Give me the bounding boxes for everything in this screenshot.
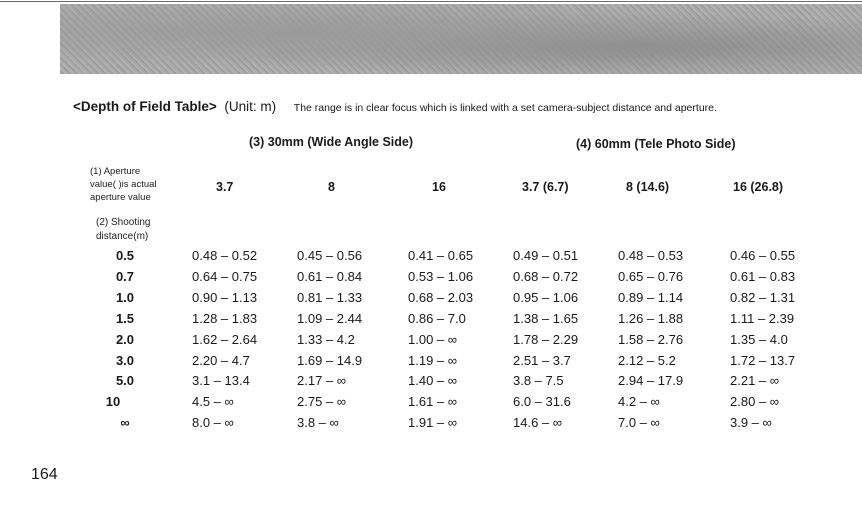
aperture-header: 3.7 (6.7) bbox=[522, 180, 569, 194]
title-description: The range is in clear focus which is linked with a set camera-subject distance and aperture. bbox=[293, 102, 717, 114]
distance-label: 10 bbox=[105, 394, 121, 409]
dof-range-cell: 1.69 – 14.9 bbox=[297, 353, 363, 368]
dof-range-cell: 0.95 – 1.06 bbox=[513, 290, 579, 305]
dof-range-cell: 4.5 – ∞ bbox=[192, 394, 234, 409]
distance-note bbox=[96, 216, 150, 244]
aperture-note-line: value( )is actual bbox=[90, 179, 157, 190]
dof-range-cell: 1.38 – 1.65 bbox=[513, 311, 579, 326]
dof-range-cell: 0.48 – 0.53 bbox=[618, 248, 684, 263]
dof-range-cell: 2.80 – ∞ bbox=[730, 394, 780, 409]
dof-range-cell: 0.64 – 0.75 bbox=[192, 269, 258, 284]
dof-range-cell: 0.65 – 0.76 bbox=[618, 269, 684, 284]
aperture-note-line: (1) Aperture bbox=[90, 166, 141, 177]
table-row bbox=[0, 330, 862, 351]
dof-range-cell: 1.09 – 2.44 bbox=[297, 311, 363, 326]
distance-label: ∞ bbox=[120, 415, 130, 430]
table-row bbox=[0, 288, 862, 309]
dof-range-cell: 0.61 – 0.84 bbox=[297, 269, 363, 284]
table-row bbox=[0, 351, 862, 372]
dof-range-cell: 7.0 – ∞ bbox=[618, 415, 660, 430]
dof-range-cell: 0.41 – 0.65 bbox=[408, 248, 474, 263]
dof-range-cell: 14.6 – ∞ bbox=[513, 415, 563, 430]
dof-range-cell: 1.35 – 4.0 bbox=[730, 332, 788, 347]
aperture-note bbox=[90, 165, 157, 204]
dof-range-cell: 1.72 – 13.7 bbox=[730, 353, 796, 368]
distance-label: 0.7 bbox=[115, 269, 135, 284]
aperture-note-line: aperture value bbox=[90, 192, 151, 203]
dof-range-cell: 2.51 – 3.7 bbox=[513, 353, 571, 368]
dof-range-cell: 2.94 – 17.9 bbox=[618, 373, 684, 388]
dof-range-cell: 0.89 – 1.14 bbox=[618, 290, 684, 305]
table-row bbox=[0, 309, 862, 330]
aperture-header: 16 (26.8) bbox=[733, 180, 784, 194]
dof-range-cell: 0.81 – 1.33 bbox=[297, 290, 363, 305]
dof-range-cell: 0.68 – 2.03 bbox=[408, 290, 474, 305]
aperture-header: 8 bbox=[328, 180, 335, 194]
dof-range-cell: 0.82 – 1.31 bbox=[730, 290, 796, 305]
distance-note-line: (2) Shooting bbox=[96, 217, 151, 228]
aperture-header: 16 bbox=[432, 180, 446, 194]
dof-range-cell: 1.62 – 2.64 bbox=[192, 332, 258, 347]
dof-range-cell: 0.68 – 0.72 bbox=[513, 269, 579, 284]
aperture-header: 3.7 bbox=[216, 180, 234, 194]
dof-range-cell: 1.78 – 2.29 bbox=[513, 332, 579, 347]
table-row bbox=[0, 392, 862, 413]
top-rule bbox=[0, 1, 862, 2]
dof-range-cell: 1.28 – 1.83 bbox=[192, 311, 258, 326]
title-unit: (Unit: m) bbox=[224, 99, 277, 114]
dof-range-cell: 0.90 – 1.13 bbox=[192, 290, 258, 305]
dof-range-cell: 0.48 – 0.52 bbox=[192, 248, 258, 263]
dof-range-cell: 0.45 – 0.56 bbox=[297, 248, 363, 263]
distance-label: 1.0 bbox=[115, 290, 135, 305]
table-row bbox=[0, 413, 862, 434]
distance-label: 0.5 bbox=[115, 248, 135, 263]
dof-range-cell: 8.0 – ∞ bbox=[192, 415, 234, 430]
dof-range-cell: 3.8 – ∞ bbox=[297, 415, 339, 430]
dof-range-cell: 1.91 – ∞ bbox=[408, 415, 458, 430]
dof-range-cell: 3.1 – 13.4 bbox=[192, 373, 250, 388]
dof-range-cell: 0.61 – 0.83 bbox=[730, 269, 796, 284]
distance-label: 5.0 bbox=[115, 373, 135, 388]
aperture-header: 8 (14.6) bbox=[626, 180, 670, 194]
table-row bbox=[0, 267, 862, 288]
dof-range-cell: 1.00 – ∞ bbox=[408, 332, 458, 347]
dof-range-cell: 1.19 – ∞ bbox=[408, 353, 458, 368]
table-row bbox=[0, 246, 862, 267]
dof-range-cell: 2.75 – ∞ bbox=[297, 394, 347, 409]
dof-range-cell: 4.2 – ∞ bbox=[618, 394, 660, 409]
dof-range-cell: 0.86 – 7.0 bbox=[408, 311, 466, 326]
dof-range-cell: 3.8 – 7.5 bbox=[513, 373, 564, 388]
dof-range-cell: 3.9 – ∞ bbox=[730, 415, 772, 430]
table-row bbox=[0, 371, 862, 392]
table-title bbox=[73, 99, 717, 114]
distance-label: 1.5 bbox=[115, 311, 135, 326]
lens-header-wide: (3) 30mm (Wide Angle Side) bbox=[249, 135, 414, 149]
dof-range-cell: 1.40 – ∞ bbox=[408, 373, 458, 388]
dof-range-cell: 2.20 – 4.7 bbox=[192, 353, 250, 368]
dof-range-cell: 6.0 – 31.6 bbox=[513, 394, 571, 409]
dof-range-cell: 1.33 – 4.2 bbox=[297, 332, 355, 347]
distance-note-line: distance(m) bbox=[96, 231, 149, 242]
page-number: 164 bbox=[31, 466, 58, 483]
lens-header-tele: (4) 60mm (Tele Photo Side) bbox=[576, 137, 736, 151]
dof-range-cell: 0.49 – 0.51 bbox=[513, 248, 579, 263]
dof-range-cell: 1.11 – 2.39 bbox=[730, 311, 795, 326]
dof-range-cell: 0.53 – 1.06 bbox=[408, 269, 474, 284]
header-texture-band bbox=[60, 4, 862, 74]
dof-range-cell: 1.58 – 2.76 bbox=[618, 332, 684, 347]
dof-range-cell: 1.26 – 1.88 bbox=[618, 311, 684, 326]
distance-label: 2.0 bbox=[115, 332, 135, 347]
dof-range-cell: 2.17 – ∞ bbox=[297, 373, 347, 388]
dof-range-cell: 2.21 – ∞ bbox=[730, 373, 780, 388]
distance-label: 3.0 bbox=[115, 353, 135, 368]
dof-range-cell: 2.12 – 5.2 bbox=[618, 353, 676, 368]
title-heading: <Depth of Field Table> bbox=[73, 99, 217, 114]
dof-range-cell: 1.61 – ∞ bbox=[408, 394, 458, 409]
dof-range-cell: 0.46 – 0.55 bbox=[730, 248, 796, 263]
